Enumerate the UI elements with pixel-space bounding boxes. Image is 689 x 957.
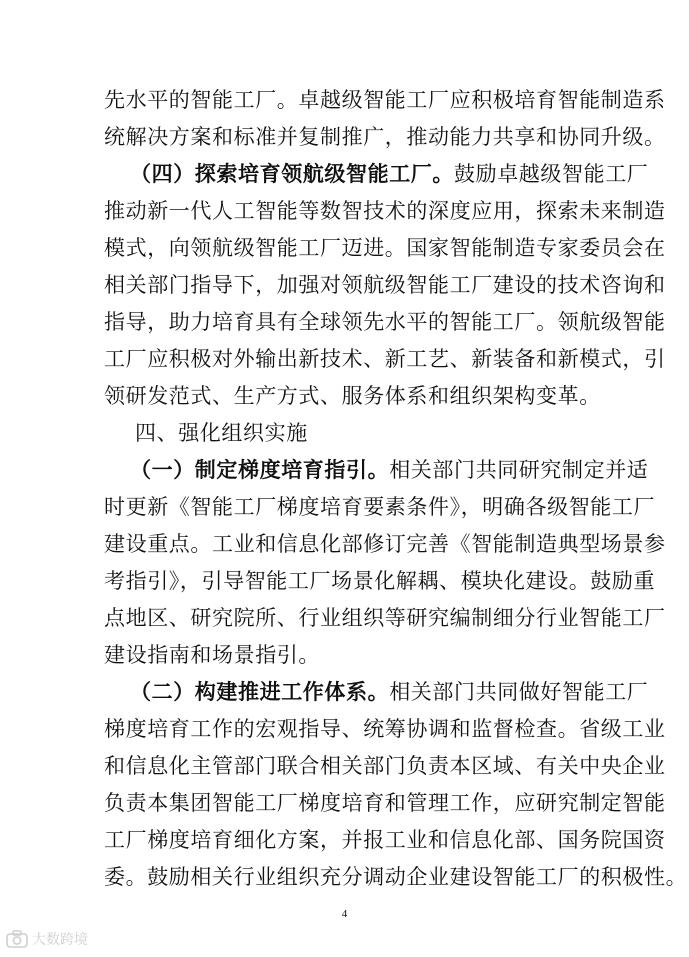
paragraph-first-line <box>130 456 648 484</box>
text-line: 工厂梯度培育细化方案，并报工业和信息化部、国务院国资 <box>104 828 666 852</box>
section-heading-inline: （一）制定梯度培育指引。 <box>130 457 390 482</box>
text-line: 相关部门指导下，加强对领航级智能工厂建设的技术咨询和 <box>104 273 666 297</box>
text-line: 领研发范式、生产方式、服务体系和组织架构变革。 <box>104 384 601 408</box>
text-run: 相关部门共同研究制定并适 <box>389 458 649 482</box>
text-line: 委。鼓励相关行业组织充分调动企业建设智能工厂的积极性。 <box>104 865 688 889</box>
paragraph-first-line <box>130 678 648 706</box>
text-line: 推动新一代人工智能等数智技术的深度应用，探索未来制造 <box>104 199 666 223</box>
text-line: 梯度培育工作的宏观指导、统筹协调和监督检查。省级工业 <box>104 717 666 741</box>
text-line: 模式，向领航级智能工厂迈进。国家智能制造专家委员会在 <box>104 236 666 260</box>
text-line: 建设指南和场景指引。 <box>104 643 320 667</box>
text-line: 和信息化主管部门联合相关部门负责本区域、有关中央企业 <box>104 754 666 778</box>
text-line: 负责本集团智能工厂梯度培育和管理工作，应研究制定智能 <box>104 791 666 815</box>
camera-logo-icon <box>6 930 28 948</box>
text-line: 指导，助力培育具有全球领先水平的智能工厂。领航级智能 <box>104 310 666 334</box>
text-run: 鼓励卓越级智能工厂 <box>454 162 649 186</box>
section-heading-inline: （四）探索培育领航级智能工厂。 <box>130 161 454 186</box>
text-run: 相关部门共同做好智能工厂 <box>389 680 649 704</box>
text-line: 点地区、研究院所、行业组织等研究编制细分行业智能工厂 <box>104 606 666 630</box>
text-line: 统解决方案和标准并复制推广，推动能力共享和协同升级。 <box>104 125 666 149</box>
text-line: 建设重点。工业和信息化部修订完善《智能制造典型场景参 <box>104 532 666 556</box>
text-line: 先水平的智能工厂。卓越级智能工厂应积极培育智能制造系 <box>104 88 666 112</box>
paragraph-first-line <box>130 160 648 188</box>
section-heading-inline: （二）构建推进工作体系。 <box>130 679 390 704</box>
section-heading: 四、强化组织实施 <box>135 421 308 445</box>
page-number: 4 <box>341 908 348 920</box>
watermark <box>6 928 88 950</box>
watermark-text: 大数跨境 <box>32 932 88 948</box>
text-line: 工厂应积极对外输出新技术、新工艺、新装备和新模式，引 <box>104 347 666 371</box>
text-line: 考指引》，引导智能工厂场景化解耦、模块化建设。鼓励重 <box>104 569 656 593</box>
text-line: 时更新《智能工厂梯度培育要素条件》，明确各级智能工厂 <box>104 495 656 519</box>
